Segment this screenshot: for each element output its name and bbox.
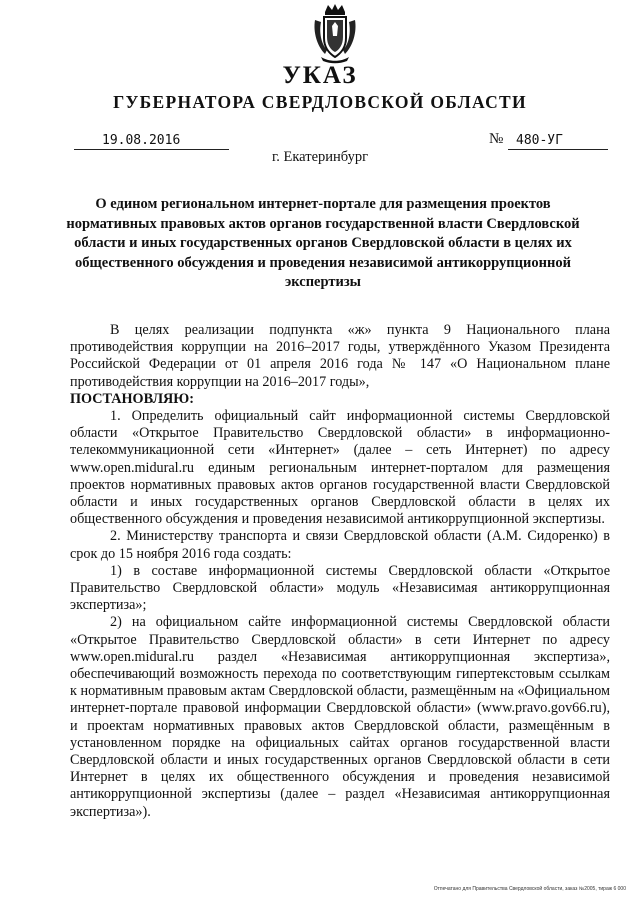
body-paragraph: 1) в составе информационной системы Свердловской области «Открытое Правительство Свердловской области» модуль «Независимая антикоррупционная экспертиза»; [70, 562, 610, 614]
number-sign: № [489, 131, 504, 147]
document-type-heading: УКАЗ [282, 62, 358, 89]
body-paragraph: 1. Определить официальный сайт информационной системы Свердловской области «Открытое Правительство Свердловской области» в информационно-телекоммуникационной сети «Интернет» (далее – сеть Интернет) по адресу www.open.midural.ru единым региональным интернет-порталом для размещения проектов нормативных правовых актов органов государственной власти Свердловской области и иных государственных органов Свердловской области в целях их общественного обсуждения и проведения независимой антикоррупционной экспертизы. [70, 408, 610, 528]
document-body [70, 322, 610, 821]
coat-of-arms-icon [311, 2, 359, 64]
print-footer: Отпечатано для Правительства Свердловской области, заказ №2005, тираж 6 000 [433, 886, 626, 892]
body-paragraph: 2) на официальном сайте информационной системы Свердловской области «Открытое Правительство Свердловской области» в сети Интернет по адресу www.open.midural.ru раздел «Независимая антикоррупционная экспертиза», обеспечивающий возможность перехода по соответствующим гипертекстовым ссылкам к нормативным правовым актам Свердловской области, размещённым на «Официальном интернет-портале правовой информации Свердловской области» (www.pravo.gov66.ru), и проектам нормативных правовых актов Свердловской области, размещённым в установленном порядке на официальных сайтах органов государственной власти Свердловской области и иных государственных органов Свердловской области в сети Интернет в целях их общественного обсуждения и проведения независимой антикоррупционной экспертизы (далее – раздел «Независимая антикоррупционная экспертиза»). [70, 614, 610, 820]
body-paragraph: 2. Министерству транспорта и связи Свердловской области (А.М. Сидоренко) в срок до 15 ноября 2016 года создать: [70, 528, 610, 562]
document-city: г. Екатеринбург [271, 149, 369, 165]
document-title: О едином региональном интернет-портале для размещения проектов нормативных правовых актов органов государственной власти Свердловской области и иных государственных органов Свердловской области в целях их общественного обсуждения и проведения независимой антикоррупционной экспертизы [66, 196, 580, 290]
issuer-heading: ГУБЕРНАТОРА СВЕРДЛОВСКОЙ ОБЛАСТИ [113, 92, 527, 112]
decree-word: ПОСТАНОВЛЯЮ: [70, 390, 195, 407]
preamble-paragraph: В целях реализации подпункта «ж» пункта 9 Национального плана противодействия коррупции на 2016–2017 годы, утверждённого Указом Президента Российской Федерации от 01 апреля 2016 года № 147 «О Национальном плане противодействия коррупции на 2016–2017 годы», [70, 322, 610, 390]
document-date: 19.08.2016 [74, 132, 229, 150]
document-number: 480-УГ [508, 132, 608, 150]
